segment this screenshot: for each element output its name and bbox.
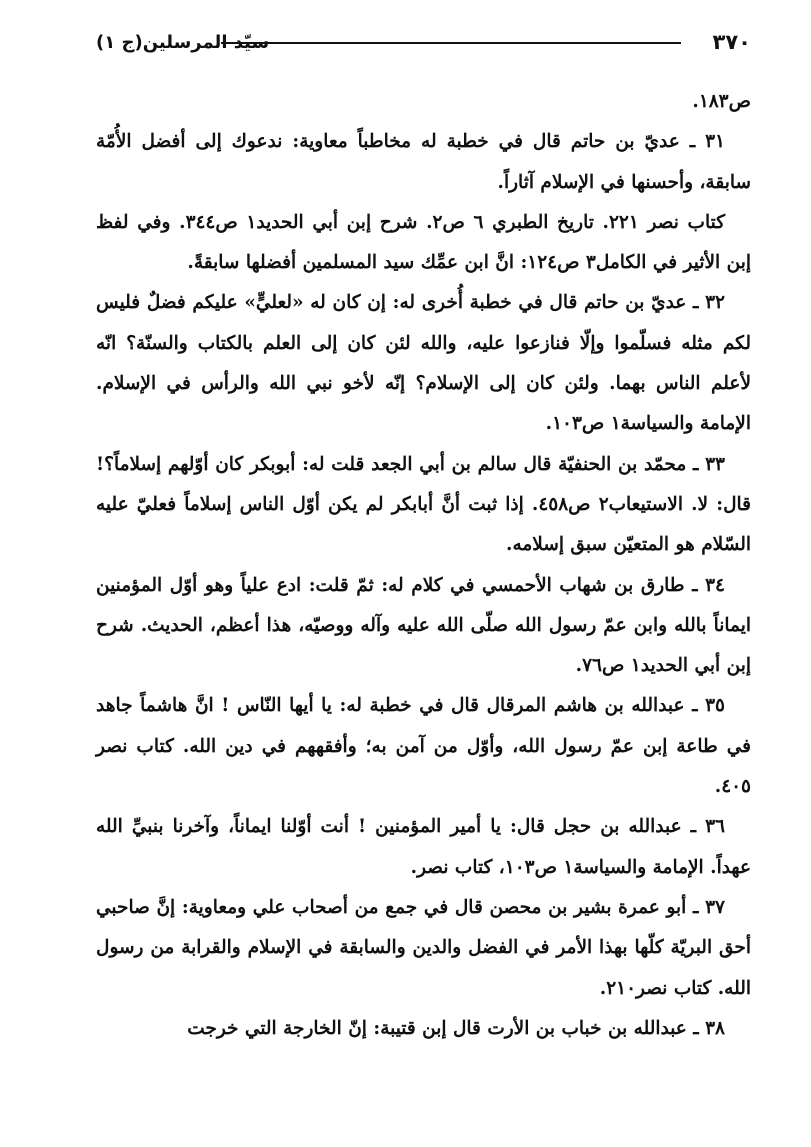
page-number: ٣٧٠ — [712, 30, 751, 54]
header-rule — [221, 42, 681, 44]
page-header — [96, 28, 751, 58]
paragraph-37: ٣٧ ـ أبو عمرة بشير بن محصن قال في جمع من أصحاب علي ومعاوية: إنَّ صاحبي أحق البريّة كلّها بهذا الأمر في الفضل والدين والسابقة في الإسلام والقرابة من رسول الله. كتاب نصر٢١٠. — [96, 896, 751, 999]
paragraph-38: ٣٨ ـ عبدالله بن خباب بن الأرت قال إبن قتيبة: إنّ الخارجة التي خرجت — [187, 1017, 725, 1039]
paragraph-35: ٣٥ ـ عبدالله بن هاشم المرقال قال في خطبة له: يا أيها النّاس ! انَّ هاشماً جاهد في طاعة إبن عمّ رسول الله، وأوّل من آمن به؛ وأفقههم في دين الله. كتاب نصر ٤٠٥. — [96, 695, 751, 798]
paragraph-33: ٣٣ ـ محمّد بن الحنفيّة قال سالم بن أبي الجعد قلت له: أبوبكر كان أوّلهم إسلاماً؟! قال: لا. الاستيعاب٢ ص٤٥٨. إذا ثبت أنَّ أبابكر لم يكن أوّل الناس إسلاماً فعليّ عليه السّلام هو المتعيّن سبق إسلامه. — [96, 453, 751, 556]
paragraph-31-sources: كتاب نصر ٢٢١. تاريخ الطبري ٦ ص٢. شرح إبن أبي الحديد١ ص٣٤٤. وفي لفظ إبن الأثير في الكامل٣ ص١٢٤: انَّ ابن عمِّك سيد المسلمين أفضلها سابقةً. — [96, 211, 751, 274]
paragraph-continuation: ص١٨٣. — [692, 91, 751, 112]
paragraph-34: ٣٤ ـ طارق بن شهاب الأحمسي في كلام له: ثمّ قلت: ادع علياً وهو أوّل المؤمنين ايماناً بالله وابن عمّ رسول الله صلّى الله عليه وآله ووصيّه، هذا أعظم، الحديث. شرح إبن أبي الحديد١ ص٧٦. — [96, 574, 751, 677]
running-title: سيّد المرسلين(ج ١) — [96, 32, 270, 53]
paragraph-32: ٣٢ ـ عديّ بن حاتم قال في خطبة أُخرى له: إن كان له «لعليٍّ» عليكم فضلٌ فليس لكم مثله فسلّموا وإلّا فنازعوا عليه، والله لئن كان إلى العلم بالكتاب والسنّة؟ انّه لأعلم الناس بهما. ولئن كان إلى الإسلام؟ إنّه لأخو نبي الله والرأس في الإسلام. الإمامة والسياسة١ ص١٠٣. — [96, 292, 751, 435]
body-text — [96, 82, 751, 1049]
paragraph-36: ٣٦ ـ عبدالله بن حجل قال: يا أمير المؤمنين ! أنت أوّلنا ايماناً، وآخرنا بنبيِّ الله عهداً. الإمامة والسياسة١ ص١٠٣، كتاب نصر. — [96, 816, 751, 878]
paragraph-31: ٣١ ـ عديّ بن حاتم قال في خطبة له مخاطباً معاوية: ندعوك إلى أفضل الأُمّة سابقة، وأحسنها في الإسلام آثاراً. — [96, 131, 751, 193]
